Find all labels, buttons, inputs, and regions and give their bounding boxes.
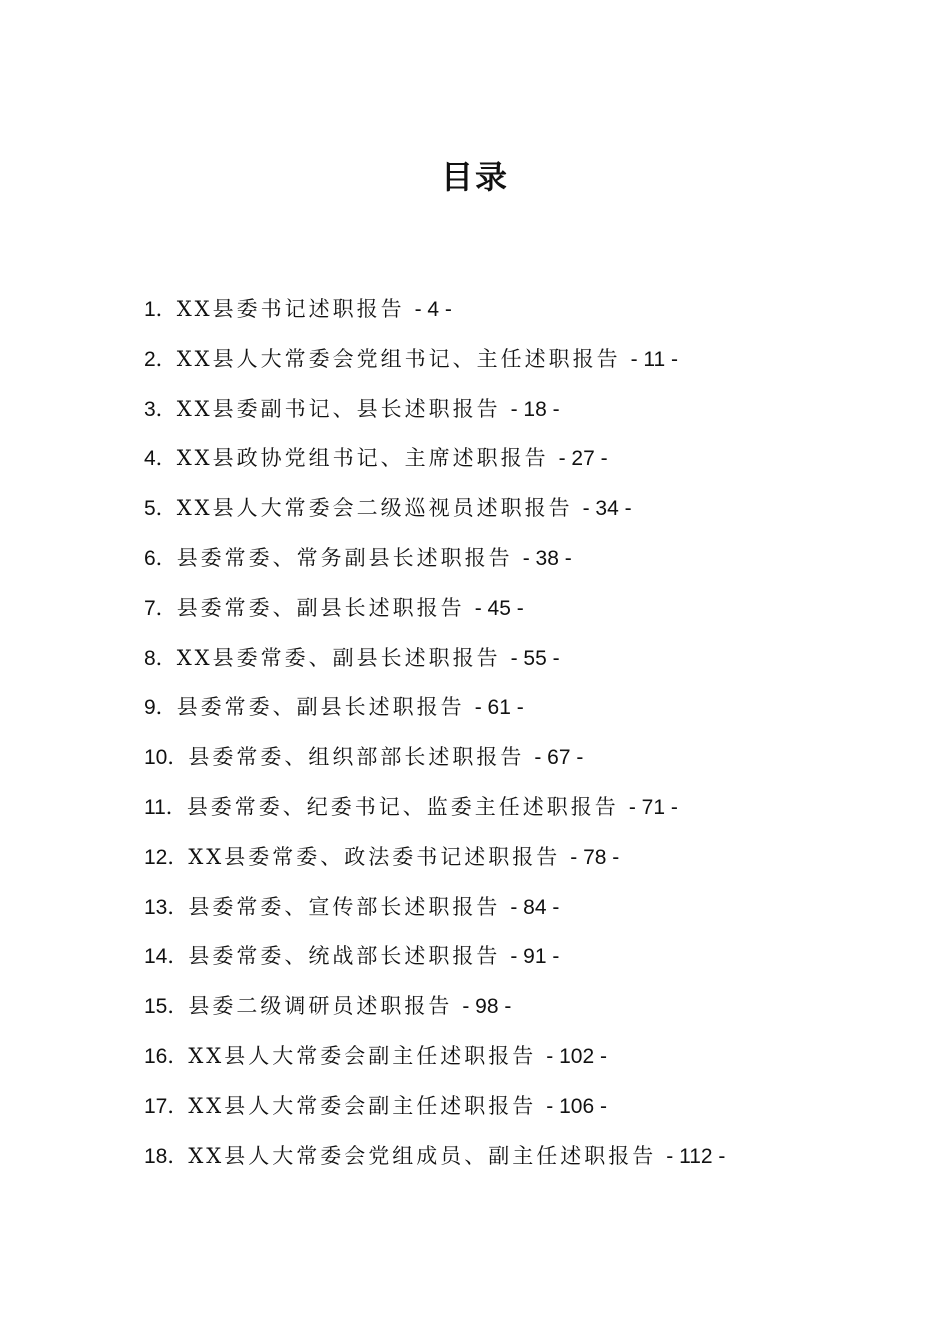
toc-entry-page: - 11 - [630,347,679,371]
toc-entry[interactable] [144,542,864,592]
toc-entry-label: 县委常委、宣传部长述职报告 [188,894,501,919]
toc-entry[interactable] [144,741,864,791]
toc-entry-page: - 78 - [570,845,620,869]
toc-entry-number: 4． [144,447,177,471]
toc-entry-label: XX县政协党组书记、主席述职报告 [176,446,549,471]
toc-entry-page: - 55 - [510,646,560,670]
toc-entry-page: - 34 - [582,497,632,521]
toc-entry[interactable] [144,393,864,443]
toc-entry-label: 县委常委、副县长述职报告 [176,695,465,720]
toc-entry-number: 6． [144,546,177,570]
toc-entry-label: 县委常委、副县长述职报告 [176,595,465,620]
toc-entry[interactable] [144,791,864,841]
toc-entry-label: XX县委常委、副县长述职报告 [176,645,501,670]
toc-entry-number: 8． [144,646,177,670]
toc-entry-number: 3． [144,397,177,421]
toc-entry-number: 12． [144,845,189,869]
toc-entry-page: - 106 - [546,1094,607,1118]
toc-entry[interactable] [144,492,864,542]
toc-entry-number: 7． [144,596,177,620]
toc-entry-label: 县委二级调研员述职报告 [188,994,453,1019]
toc-entry[interactable] [144,841,864,891]
toc-entry-label: XX县人大常委会副主任述职报告 [188,1093,537,1118]
toc-entry-label: XX县人大常委会党组成员、副主任述职报告 [188,1143,657,1168]
toc-entry-label: 县委常委、组织部部长述职报告 [188,745,525,770]
toc-entry[interactable] [144,691,864,741]
toc-entry-page: - 91 - [510,945,560,969]
toc-entry-label: XX县人大常委会二级巡视员述职报告 [176,496,573,521]
toc-entry-number: 9． [144,696,177,720]
toc-entry-page: - 102 - [546,1044,607,1068]
toc-entry-page: - 38 - [522,546,572,570]
toc-entry-label: XX县委书记述职报告 [176,297,405,321]
toc-entry[interactable] [144,343,864,393]
toc-entry-page: - 67 - [534,746,584,770]
toc-entry-number: 13． [144,895,189,919]
toc-entry-label: 县委常委、常务副县长述职报告 [176,545,513,570]
toc-entry[interactable] [144,990,864,1040]
toc-entry-page: - 45 - [474,596,524,620]
toc-entry-number: 5． [144,497,177,521]
toc-entry-number: 2． [144,347,177,371]
toc-entry-number: 1． [144,298,177,321]
toc-entry[interactable] [144,940,864,990]
toc-entry-page: - 98 - [462,995,512,1019]
toc-entry[interactable] [144,442,864,492]
toc-entry-page: - 84 - [510,895,560,919]
toc-entry-number: 15． [144,995,189,1019]
toc-title: 目录 [440,158,509,196]
toc-entry[interactable] [144,293,864,343]
table-of-contents [144,293,864,1189]
toc-entry-page: - 27 - [558,447,608,471]
toc-entry[interactable] [144,1090,864,1140]
toc-entry[interactable] [144,1140,864,1190]
toc-entry[interactable] [144,592,864,642]
toc-entry-number: 16． [144,1044,189,1068]
toc-entry-label: 县委常委、纪委书记、监委主任述职报告 [186,794,619,819]
toc-entry-label: XX县委副书记、县长述职报告 [176,396,501,421]
toc-entry-label: 县委常委、统战部长述职报告 [188,944,501,969]
toc-entry-number: 18． [144,1144,189,1168]
toc-entry-label: XX县人大常委会副主任述职报告 [188,1043,537,1068]
toc-entry[interactable] [144,1040,864,1090]
toc-entry-page: - 71 - [628,795,678,819]
toc-entry[interactable] [144,642,864,692]
toc-entry-label: XX县人大常委会党组书记、主任述职报告 [176,346,621,371]
toc-entry-page: - 18 - [510,397,560,421]
toc-entry-page: - 61 - [474,696,524,720]
toc-entry[interactable] [144,891,864,941]
toc-entry-label: XX县委常委、政法委书记述职报告 [188,844,561,869]
toc-entry-page: - 4 - [414,298,452,321]
toc-entry-number: 10． [144,746,189,770]
toc-entry-page: - 112 - [666,1144,726,1168]
toc-entry-number: 17． [144,1094,189,1118]
toc-entry-number: 11． [144,795,187,819]
toc-entry-number: 14． [144,945,189,969]
